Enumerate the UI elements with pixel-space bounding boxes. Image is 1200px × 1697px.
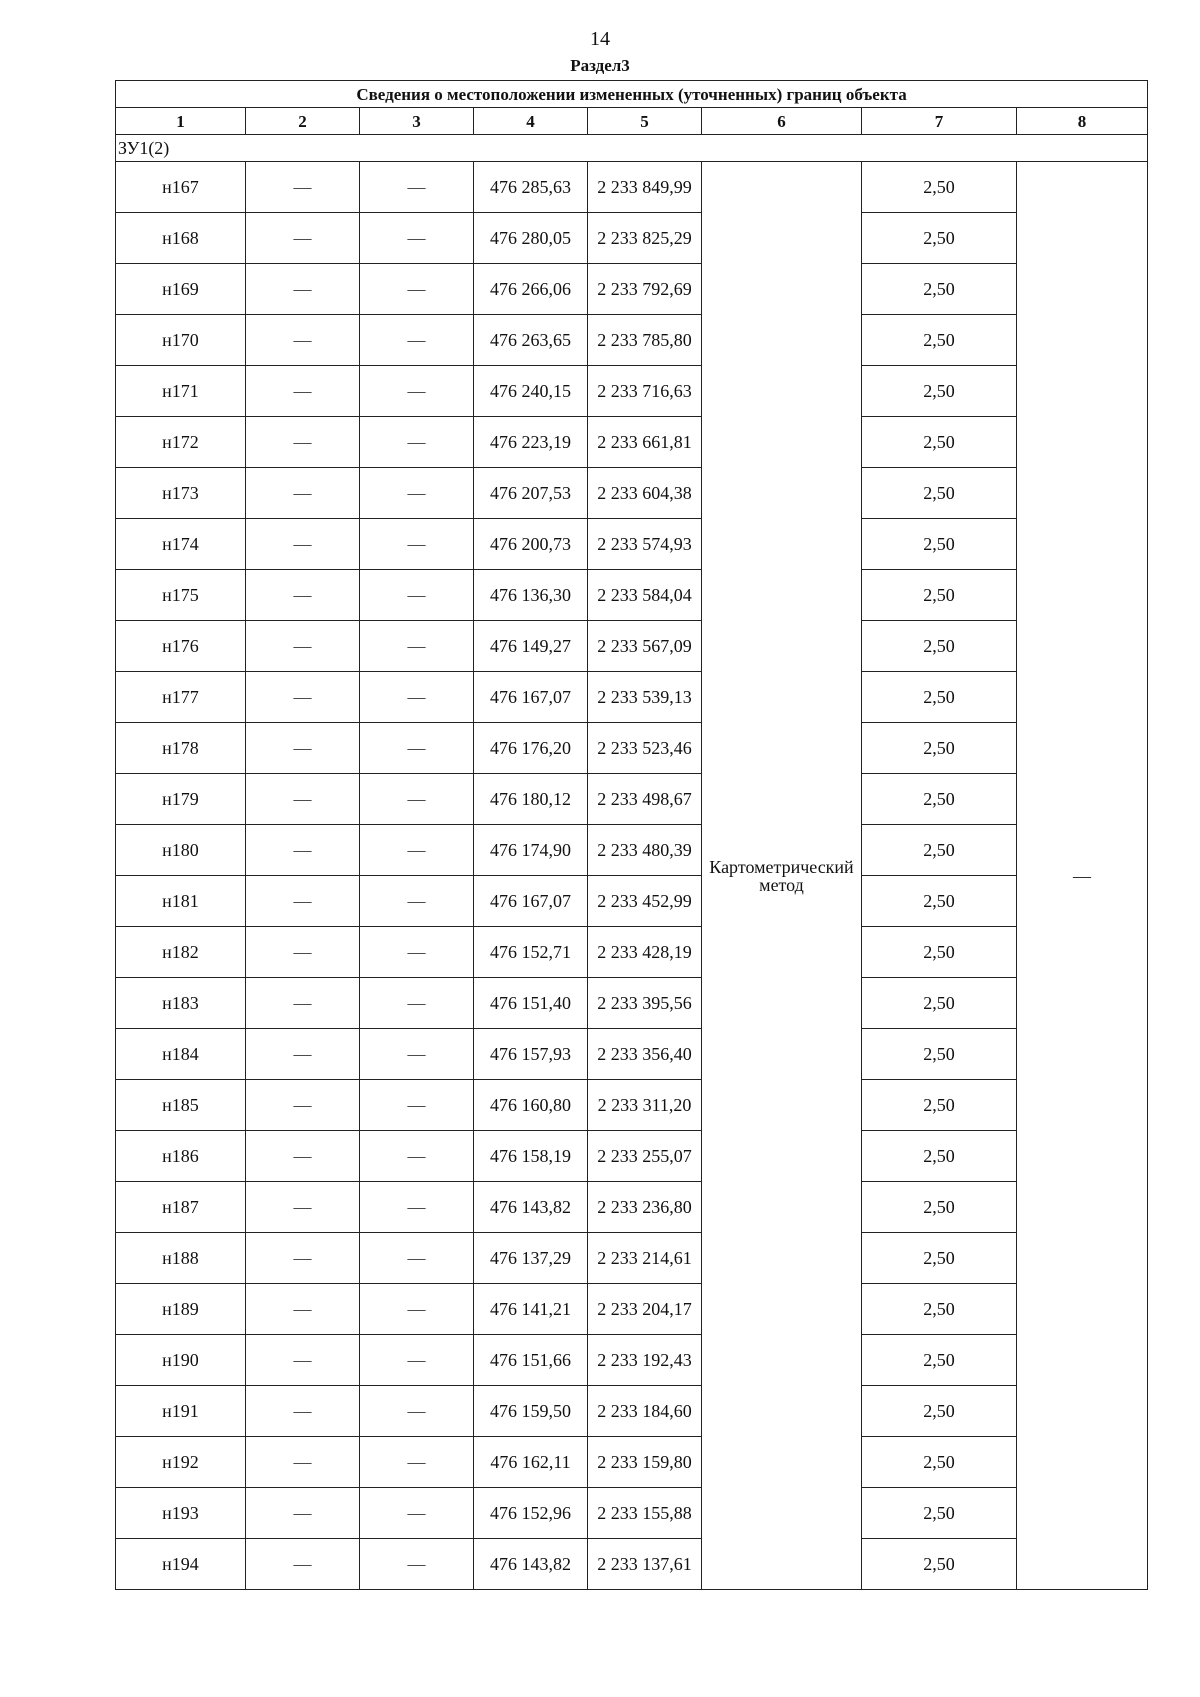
accuracy-cell: 2,50 (862, 1233, 1017, 1284)
x-coordinate-cell: 476 285,63 (474, 162, 588, 213)
column-2-cell: — (246, 1488, 360, 1539)
section-title: Раздел3 (570, 56, 630, 75)
table-row (116, 1131, 1148, 1182)
table-row (116, 927, 1148, 978)
y-coordinate-cell: 2 233 192,43 (588, 1335, 702, 1386)
table-row (116, 519, 1148, 570)
column-2-cell: — (246, 621, 360, 672)
table-row (116, 213, 1148, 264)
accuracy-cell: 2,50 (862, 1131, 1017, 1182)
accuracy-cell: 2,50 (862, 1182, 1017, 1233)
column-3-cell: — (360, 264, 474, 315)
table-row (116, 1182, 1148, 1233)
point-name-cell: н187 (116, 1182, 246, 1233)
accuracy-cell: 2,50 (862, 315, 1017, 366)
point-name-cell: н170 (116, 315, 246, 366)
column-2-cell: — (246, 1080, 360, 1131)
point-name-cell: н175 (116, 570, 246, 621)
column-2-cell: — (246, 1539, 360, 1590)
y-coordinate-cell: 2 233 428,19 (588, 927, 702, 978)
column-8-cell: — (1017, 162, 1148, 1590)
table-row (116, 723, 1148, 774)
column-3-cell: — (360, 519, 474, 570)
point-name-cell: н183 (116, 978, 246, 1029)
accuracy-cell: 2,50 (862, 621, 1017, 672)
accuracy-cell: 2,50 (862, 1029, 1017, 1080)
point-name-cell: н177 (116, 672, 246, 723)
point-name-cell: н180 (116, 825, 246, 876)
column-number: 5 (588, 108, 702, 135)
y-coordinate-cell: 2 233 255,07 (588, 1131, 702, 1182)
column-2-cell: — (246, 366, 360, 417)
column-3-cell: — (360, 570, 474, 621)
table-row (116, 162, 1148, 213)
accuracy-cell: 2,50 (862, 723, 1017, 774)
column-2-cell: — (246, 1386, 360, 1437)
column-2-cell: — (246, 927, 360, 978)
accuracy-cell: 2,50 (862, 519, 1017, 570)
accuracy-cell: 2,50 (862, 162, 1017, 213)
x-coordinate-cell: 476 167,07 (474, 876, 588, 927)
accuracy-cell: 2,50 (862, 1284, 1017, 1335)
y-coordinate-cell: 2 233 539,13 (588, 672, 702, 723)
y-coordinate-cell: 2 233 480,39 (588, 825, 702, 876)
column-2-cell: — (246, 825, 360, 876)
column-2-cell: — (246, 417, 360, 468)
point-name-cell: н169 (116, 264, 246, 315)
column-3-cell: — (360, 978, 474, 1029)
x-coordinate-cell: 476 162,11 (474, 1437, 588, 1488)
column-3-cell: — (360, 468, 474, 519)
column-number: 6 (702, 108, 862, 135)
accuracy-cell: 2,50 (862, 672, 1017, 723)
accuracy-cell: 2,50 (862, 876, 1017, 927)
column-number: 4 (474, 108, 588, 135)
accuracy-cell: 2,50 (862, 927, 1017, 978)
column-2-cell: — (246, 1029, 360, 1080)
y-coordinate-cell: 2 233 792,69 (588, 264, 702, 315)
x-coordinate-cell: 476 149,27 (474, 621, 588, 672)
point-name-cell: н178 (116, 723, 246, 774)
column-3-cell: — (360, 876, 474, 927)
point-name-cell: н192 (116, 1437, 246, 1488)
point-name-cell: н179 (116, 774, 246, 825)
column-2-cell: — (246, 570, 360, 621)
point-name-cell: н172 (116, 417, 246, 468)
x-coordinate-cell: 476 141,21 (474, 1284, 588, 1335)
accuracy-cell: 2,50 (862, 978, 1017, 1029)
y-coordinate-cell: 2 233 661,81 (588, 417, 702, 468)
x-coordinate-cell: 476 266,06 (474, 264, 588, 315)
x-coordinate-cell: 476 176,20 (474, 723, 588, 774)
accuracy-cell: 2,50 (862, 825, 1017, 876)
point-name-cell: н174 (116, 519, 246, 570)
accuracy-cell: 2,50 (862, 1335, 1017, 1386)
boundary-coordinates-table (115, 80, 1148, 1590)
table-title-row (116, 81, 1148, 108)
table-row (116, 1335, 1148, 1386)
column-number: 2 (246, 108, 360, 135)
table-row (116, 417, 1148, 468)
column-2-cell: — (246, 876, 360, 927)
column-3-cell: — (360, 366, 474, 417)
x-coordinate-cell: 476 263,65 (474, 315, 588, 366)
column-2-cell: — (246, 1182, 360, 1233)
x-coordinate-cell: 476 143,82 (474, 1182, 588, 1233)
column-3-cell: — (360, 1080, 474, 1131)
table-row (116, 621, 1148, 672)
column-2-cell: — (246, 1335, 360, 1386)
x-coordinate-cell: 476 180,12 (474, 774, 588, 825)
point-name-cell: н168 (116, 213, 246, 264)
column-number: 8 (1017, 108, 1148, 135)
y-coordinate-cell: 2 233 523,46 (588, 723, 702, 774)
column-2-cell: — (246, 468, 360, 519)
x-coordinate-cell: 476 159,50 (474, 1386, 588, 1437)
accuracy-cell: 2,50 (862, 1539, 1017, 1590)
table-row (116, 1233, 1148, 1284)
column-2-cell: — (246, 519, 360, 570)
column-3-cell: — (360, 1335, 474, 1386)
x-coordinate-cell: 476 136,30 (474, 570, 588, 621)
column-2-cell: — (246, 1131, 360, 1182)
column-3-cell: — (360, 1233, 474, 1284)
table-row (116, 1437, 1148, 1488)
column-number: 1 (116, 108, 246, 135)
point-name-cell: н190 (116, 1335, 246, 1386)
y-coordinate-cell: 2 233 311,20 (588, 1080, 702, 1131)
column-number: 7 (862, 108, 1017, 135)
column-3-cell: — (360, 213, 474, 264)
accuracy-cell: 2,50 (862, 570, 1017, 621)
table-row (116, 366, 1148, 417)
accuracy-cell: 2,50 (862, 213, 1017, 264)
accuracy-cell: 2,50 (862, 264, 1017, 315)
x-coordinate-cell: 476 137,29 (474, 1233, 588, 1284)
x-coordinate-cell: 476 240,15 (474, 366, 588, 417)
table-row (116, 1488, 1148, 1539)
y-coordinate-cell: 2 233 849,99 (588, 162, 702, 213)
column-3-cell: — (360, 1437, 474, 1488)
point-name-cell: н182 (116, 927, 246, 978)
accuracy-cell: 2,50 (862, 468, 1017, 519)
y-coordinate-cell: 2 233 159,80 (588, 1437, 702, 1488)
x-coordinate-cell: 476 200,73 (474, 519, 588, 570)
column-3-cell: — (360, 774, 474, 825)
column-2-cell: — (246, 162, 360, 213)
y-coordinate-cell: 2 233 716,63 (588, 366, 702, 417)
column-2-cell: — (246, 1284, 360, 1335)
y-coordinate-cell: 2 233 395,56 (588, 978, 702, 1029)
table-row (116, 1386, 1148, 1437)
x-coordinate-cell: 476 151,40 (474, 978, 588, 1029)
x-coordinate-cell: 476 223,19 (474, 417, 588, 468)
point-name-cell: н171 (116, 366, 246, 417)
accuracy-cell: 2,50 (862, 417, 1017, 468)
point-name-cell: н186 (116, 1131, 246, 1182)
y-coordinate-cell: 2 233 452,99 (588, 876, 702, 927)
y-coordinate-cell: 2 233 155,88 (588, 1488, 702, 1539)
y-coordinate-cell: 2 233 214,61 (588, 1233, 702, 1284)
y-coordinate-cell: 2 233 204,17 (588, 1284, 702, 1335)
x-coordinate-cell: 476 174,90 (474, 825, 588, 876)
x-coordinate-cell: 476 160,80 (474, 1080, 588, 1131)
column-2-cell: — (246, 723, 360, 774)
y-coordinate-cell: 2 233 236,80 (588, 1182, 702, 1233)
point-name-cell: н184 (116, 1029, 246, 1080)
column-3-cell: — (360, 1284, 474, 1335)
column-3-cell: — (360, 1131, 474, 1182)
x-coordinate-cell: 476 157,93 (474, 1029, 588, 1080)
method-cell: Картометрический метод (702, 162, 862, 1590)
table-row (116, 672, 1148, 723)
x-coordinate-cell: 476 152,71 (474, 927, 588, 978)
y-coordinate-cell: 2 233 584,04 (588, 570, 702, 621)
point-name-cell: н181 (116, 876, 246, 927)
table-row (116, 315, 1148, 366)
column-3-cell: — (360, 927, 474, 978)
x-coordinate-cell: 476 167,07 (474, 672, 588, 723)
column-2-cell: — (246, 1437, 360, 1488)
x-coordinate-cell: 476 280,05 (474, 213, 588, 264)
accuracy-cell: 2,50 (862, 1437, 1017, 1488)
y-coordinate-cell: 2 233 356,40 (588, 1029, 702, 1080)
y-coordinate-cell: 2 233 137,61 (588, 1539, 702, 1590)
table-row (116, 468, 1148, 519)
page-number: 14 (590, 28, 610, 50)
column-number-row (116, 108, 1148, 135)
accuracy-cell: 2,50 (862, 1488, 1017, 1539)
x-coordinate-cell: 476 143,82 (474, 1539, 588, 1590)
accuracy-cell: 2,50 (862, 1080, 1017, 1131)
point-name-cell: н188 (116, 1233, 246, 1284)
column-3-cell: — (360, 1539, 474, 1590)
column-3-cell: — (360, 1182, 474, 1233)
column-2-cell: — (246, 264, 360, 315)
y-coordinate-cell: 2 233 567,09 (588, 621, 702, 672)
y-coordinate-cell: 2 233 825,29 (588, 213, 702, 264)
column-3-cell: — (360, 1386, 474, 1437)
point-name-cell: н173 (116, 468, 246, 519)
column-3-cell: — (360, 621, 474, 672)
column-2-cell: — (246, 213, 360, 264)
y-coordinate-cell: 2 233 604,38 (588, 468, 702, 519)
table-row (116, 774, 1148, 825)
table-row (116, 825, 1148, 876)
column-2-cell: — (246, 774, 360, 825)
table-title: Сведения о местоположении измененных (уточненных) границ объекта (116, 81, 1148, 108)
point-name-cell: н189 (116, 1284, 246, 1335)
point-name-cell: н167 (116, 162, 246, 213)
column-3-cell: — (360, 1029, 474, 1080)
x-coordinate-cell: 476 158,19 (474, 1131, 588, 1182)
point-name-cell: н194 (116, 1539, 246, 1590)
x-coordinate-cell: 476 151,66 (474, 1335, 588, 1386)
column-2-cell: — (246, 672, 360, 723)
table-body (116, 81, 1148, 1590)
table-row (116, 1080, 1148, 1131)
parcel-subheader-row (116, 135, 1148, 162)
table-row (116, 1029, 1148, 1080)
column-number: 3 (360, 108, 474, 135)
point-name-cell: н193 (116, 1488, 246, 1539)
column-3-cell: — (360, 672, 474, 723)
column-3-cell: — (360, 825, 474, 876)
accuracy-cell: 2,50 (862, 366, 1017, 417)
x-coordinate-cell: 476 152,96 (474, 1488, 588, 1539)
table-row (116, 876, 1148, 927)
accuracy-cell: 2,50 (862, 774, 1017, 825)
column-3-cell: — (360, 162, 474, 213)
column-2-cell: — (246, 315, 360, 366)
column-3-cell: — (360, 1488, 474, 1539)
x-coordinate-cell: 476 207,53 (474, 468, 588, 519)
column-3-cell: — (360, 417, 474, 468)
table-row (116, 570, 1148, 621)
y-coordinate-cell: 2 233 785,80 (588, 315, 702, 366)
y-coordinate-cell: 2 233 574,93 (588, 519, 702, 570)
point-name-cell: н191 (116, 1386, 246, 1437)
parcel-label: ЗУ1(2) (116, 135, 1148, 162)
point-name-cell: н176 (116, 621, 246, 672)
point-name-cell: н185 (116, 1080, 246, 1131)
column-3-cell: — (360, 315, 474, 366)
table-row (116, 1284, 1148, 1335)
column-2-cell: — (246, 1233, 360, 1284)
table-row (116, 978, 1148, 1029)
table-row (116, 264, 1148, 315)
accuracy-cell: 2,50 (862, 1386, 1017, 1437)
table-row (116, 1539, 1148, 1590)
column-3-cell: — (360, 723, 474, 774)
y-coordinate-cell: 2 233 184,60 (588, 1386, 702, 1437)
column-2-cell: — (246, 978, 360, 1029)
y-coordinate-cell: 2 233 498,67 (588, 774, 702, 825)
